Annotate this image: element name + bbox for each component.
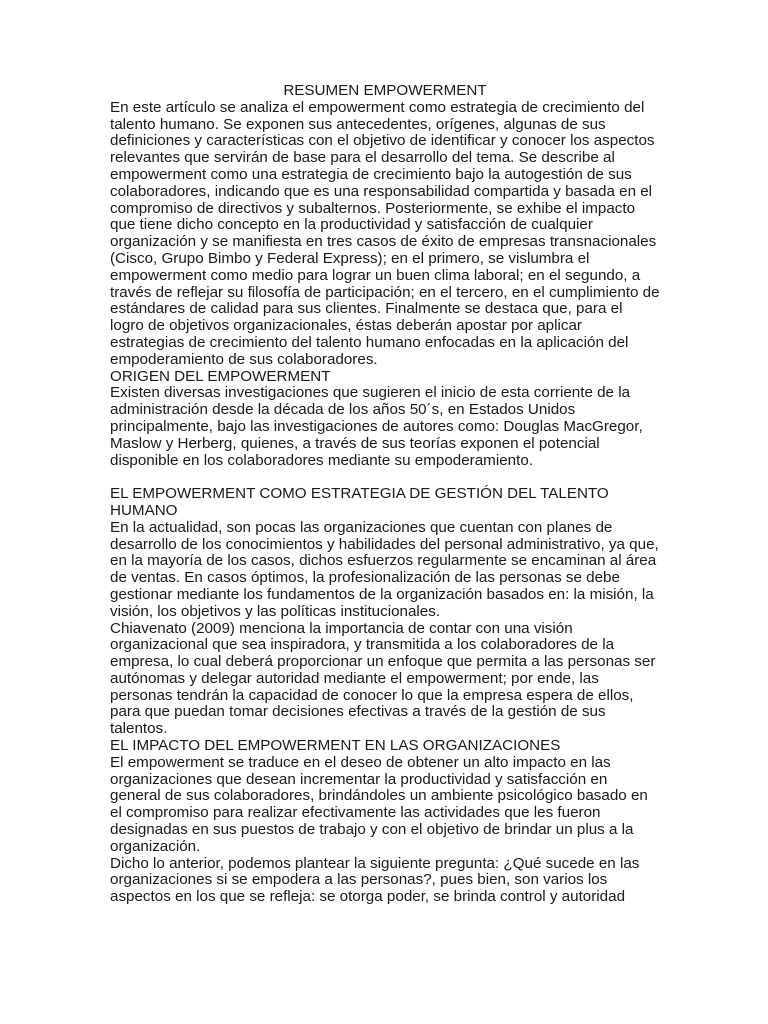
blank-line: [110, 469, 660, 486]
document-page: [110, 83, 660, 906]
section-heading-impacto: EL IMPACTO DEL EMPOWERMENT EN LAS ORGANIZACIONES: [110, 737, 561, 755]
estrategia-paragraph-2: Chiavenato (2009) menciona la importancia de contar con una visión organizacional que sea inspiradora, y transmitida a los colaboradores de la empresa, lo cual deberá proporcionar un enfoque que permita a las personas ser autónomas y delegar autoridad mediante el empowerment; por ende, las personas tendrán la capacidad de conocer lo que la empresa espera de ellos, para que puedan tomar decisiones efectivas a través de la gestión de sus talentos.: [110, 619, 656, 738]
document-title: RESUMEN EMPOWERMENT: [283, 82, 487, 99]
impacto-paragraph-2: Dicho lo anterior, podemos plantear la siguiente pregunta: ¿Qué sucede en las organizaciones si se empodera a las personas?, pues bien, son varios los aspectos en los que se refleja: se otorga poder, se brinda control y autoridad: [110, 854, 640, 906]
intro-paragraph: En este artículo se analiza el empowerment como estrategia de crecimiento del talento humano. Se exponen sus antecedentes, orígenes, algunas de sus definiciones y características con el objetivo de identificar y conocer los aspectos relevantes que servirán de base para el desarrollo del tema. Se describe al empowerment como una estrategia de crecimiento bajo la autogestión de sus colaboradores, indicando que es una responsabilidad compartida y basada en el compromiso de directivos y subalternos. Posteriormente, se exhibe el impacto que tiene dicho concepto en la productividad y satisfacción de cualquier organización y se manifiesta en tres casos de éxito de empresas transnacionales (Cisco, Grupo Bimbo y Federal Express); en el primero, se vislumbra el empowerment como medio para lograr un buen clima laboral; en el segundo, a través de reflejar su filosofía de participación; en el tercero, en el cumplimiento de estándares de calidad para sus clientes. Finalmente se destaca que, para el logro de objetivos organizacionales, éstas deberán apostar por aplicar estrategias de crecimiento del talento humano enfocadas en la aplicación del empoderamiento de sus colaboradores.: [110, 98, 660, 368]
section-heading-origen: ORIGEN DEL EMPOWERMENT: [110, 367, 331, 385]
estrategia-paragraph-1: En la actualidad, son pocas las organizaciones que cuentan con planes de desarrollo de los conocimientos y habilidades del personal administrativo, ya que, en la mayoría de los casos, dichos esfuerzos regularmente se encaminan al área de ventas. En casos óptimos, la profesionalización de las personas se debe gestionar mediante los fundamentos de la organización basados en: la misión, la visión, los objetivos y las políticas institucionales.: [110, 518, 659, 620]
impacto-paragraph-1: El empowerment se traduce en el deseo de obtener un alto impacto en las organizaciones que desean incrementar la productividad y satisfacción en general de sus colaboradores, brindándoles un ambiente psicológico basado en el compromiso para realizar efectivamente las actividades que les fueron designadas en sus puestos de trabajo y con el objetivo de brindar un plus a la organización.: [110, 753, 648, 855]
origen-paragraph: Existen diversas investigaciones que sugieren el inicio de esta corriente de la administración desde la década de los años 50´s, en Estados Unidos principalmente, bajo las investigaciones de autores como: Douglas MacGregor, Maslow y Herberg, quienes, a través de sus teorías exponen el potencial disponible en los colaboradores mediante su empoderamiento.: [110, 384, 643, 469]
section-heading-estrategia: EL EMPOWERMENT COMO ESTRATEGIA DE GESTIÓN DEL TALENTO HUMANO: [110, 485, 609, 519]
